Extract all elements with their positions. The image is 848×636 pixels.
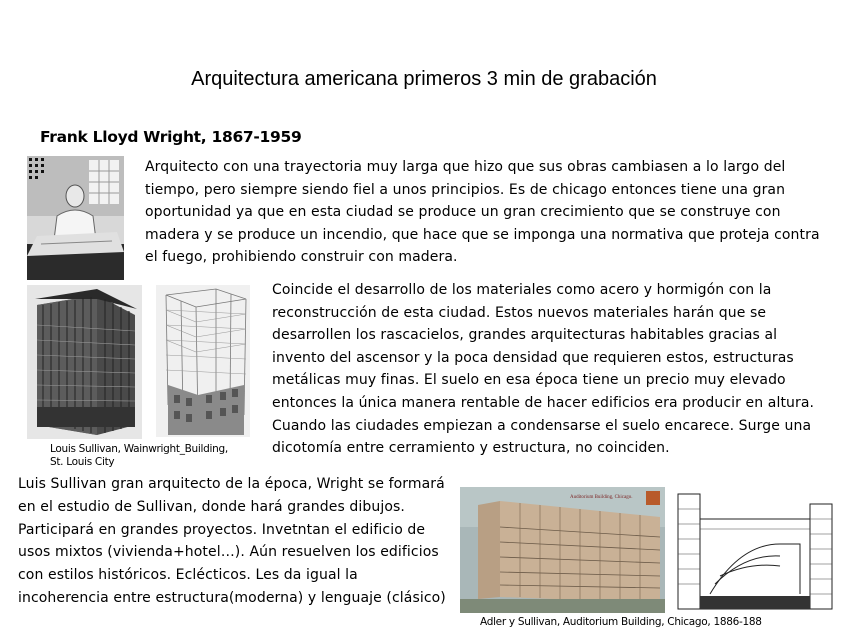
caption-auditorium: Adler y Sullivan, Auditorium Building, Chicago, 1886-188 [480, 616, 762, 628]
wainwright-building-photo [27, 285, 142, 439]
section-heading: Frank Lloyd Wright, 1867-1959 [40, 128, 302, 146]
paragraph-wright-intro: Arquitecto con una trayectoria muy larga que hizo que sus obras cambiasen a lo largo del tiempo, pero siempre siendo fiel a unos principios. Es de chicago entonces tiene una gran oportunidad ya que en esta ciudad se produce un gran crecimiento que se construye con madera y se produce un incendio, que hace que se imponga una normativa que proteja contra el fuego, prohibiendo construir con madera. [145, 159, 820, 266]
auditorium-postcard-image [460, 487, 665, 613]
slide-title: Arquitectura americana primeros 3 min de grabación [191, 68, 657, 90]
steel-frame-structure-photo [156, 285, 250, 437]
paragraph-materials: Coincide el desarrollo de los materiales como acero y hormigón con la reconstrucción de esta ciudad. Estos nuevos materiales harán que se desarrollen los rascacielos, grandes arquitecturas habitables gracias al invento del ascensor y la poca densidad que requieren estos, estructuras metálicas muy finas. El suelo en esa época tiene un precio muy elevado entonces la única manera rentable de hacer edificios era producir en altura. Cuando las ciudades empiezan a condensarse el suelo encarece. Surge una dicotomía entre cerramiento y estructura, no coinciden. [272, 282, 815, 457]
caption-wainwright [50, 443, 260, 469]
auditorium-section-drawing [670, 484, 838, 613]
postcard-caption-text: Auditorium Building, Chicago. [570, 495, 633, 500]
caption-wainwright-line1: Louis Sullivan, Wainwright_Building, [50, 443, 228, 455]
paragraph-sullivan: Luis Sullivan gran arquitecto de la época, Wright se formará en el estudio de Sullivan, donde hará grandes dibujos. Participará en grandes proyectos. Invetntan el edificio de usos mixtos (vivienda+hotel…). Aún resuelven los edificios con estilos históricos. Eclécticos. Les da igual la incoherencia entre estructura(moderna) y lenguaje (clásico) [18, 476, 446, 606]
wright-portrait-photo [27, 156, 124, 280]
caption-wainwright-line2: St. Louis City [50, 456, 115, 468]
